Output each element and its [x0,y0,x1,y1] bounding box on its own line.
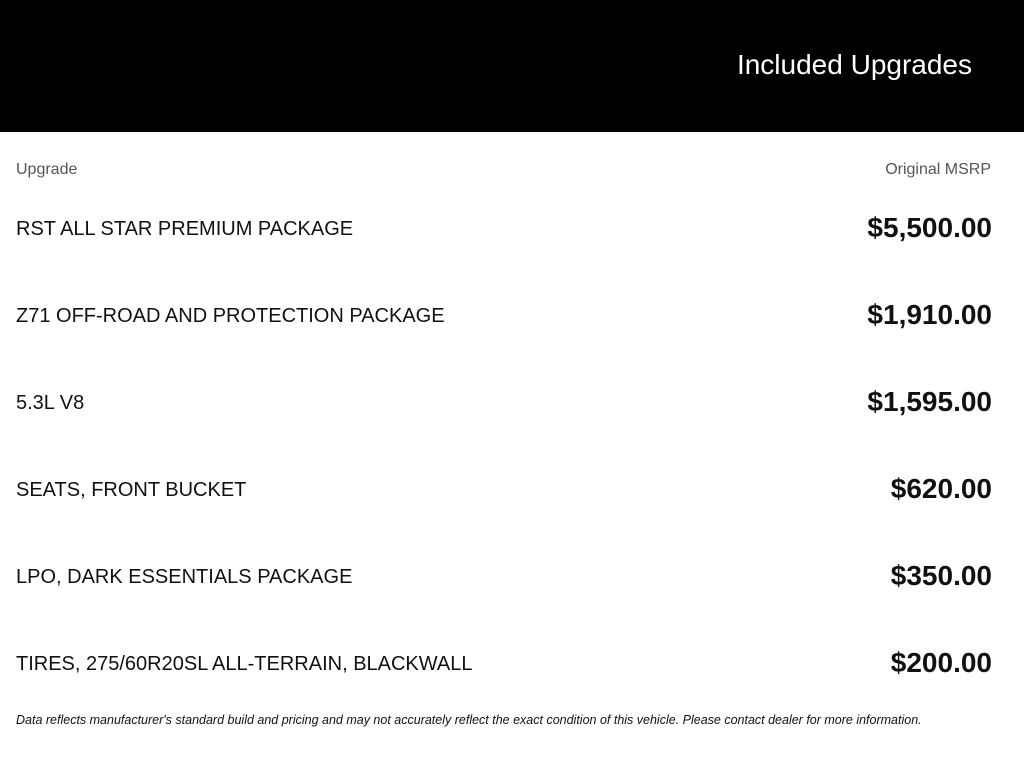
column-headers [16,160,991,180]
upgrade-price: $350.00 [890,560,992,591]
upgrade-name: 5.3L V8 [16,392,85,414]
upgrade-row [16,546,992,633]
upgrade-name: RST ALL STAR PREMIUM PACKAGE [16,218,354,240]
upgrades-list [16,198,992,720]
disclaimer-text: Data reflects manufacturer's standard build and pricing and may not accurately reflect the exact condition of this vehicle. Please contact dealer for more information. [16,713,922,727]
upgrade-name: TIRES, 275/60R20SL ALL-TERRAIN, BLACKWALL [16,653,473,675]
upgrade-price: $5,500.00 [867,212,992,243]
column-header-upgrade: Upgrade [16,161,78,178]
upgrade-price: $200.00 [890,647,992,678]
upgrade-name: Z71 OFF-ROAD AND PROTECTION PACKAGE [16,305,445,327]
upgrade-name: LPO, DARK ESSENTIALS PACKAGE [16,566,353,588]
column-header-msrp: Original MSRP [885,161,991,178]
header-banner [0,0,1024,132]
upgrade-price: $620.00 [890,473,992,504]
page-title: Included Upgrades [736,49,972,80]
upgrade-row [16,285,992,372]
upgrade-row [16,633,992,720]
upgrade-price: $1,910.00 [867,299,992,330]
upgrade-name: SEATS, FRONT BUCKET [16,479,247,501]
upgrade-row [16,372,992,459]
upgrade-price: $1,595.00 [867,386,992,417]
upgrade-row [16,459,992,546]
upgrade-row [16,198,992,285]
